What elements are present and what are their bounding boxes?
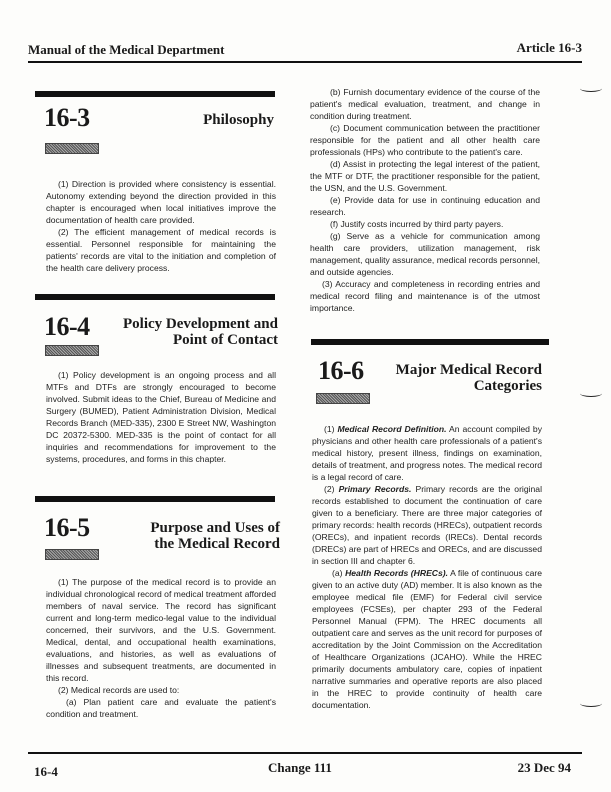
- paragraph: (3) Accuracy and completeness in recording entries and medical record filing and maintenance is of the utmost importance.: [310, 279, 540, 313]
- section-bar: [35, 294, 275, 300]
- paragraph: (g) Serve as a vehicle for communication among health care providers, utilization management, risk management, quality assurance, medical records personnel, and outside agencies.: [310, 231, 540, 277]
- section-number: 16-3: [44, 103, 90, 132]
- change-number: Change 111: [268, 760, 332, 775]
- paragraph: (2) The efficient management of medical records is essential. Personnel responsible for maintaining the patients' records are vital to the initiation and completion of the health care delivery process.: [46, 227, 276, 273]
- paragraph: (d) Assist in protecting the legal interest of the patient, the MTF or DTF, the practitioner responsible for the patient, the USN, and the U.S. Government.: [310, 159, 540, 193]
- section-marker: [45, 143, 99, 154]
- section-number: 16-5: [44, 513, 90, 542]
- paragraph: (a) Plan patient care and evaluate the patient's condition and treatment.: [46, 697, 276, 719]
- paragraph-text: A file of continuous care given to an active duty (AD) member. It is also known as the employee medical file (EMF) for Federal civil service employees (FCSEs), per chapter 293 of the Federal Personnel Manual (FPM). The HREC documents all outpatient care and serves as the unit record for purposes of accreditation by the Joint Commission on the Accreditation of Healthcare Organizations (JCAHO). While the HREC primarily documents ambulatory care, copies of inpatient narrative summaries and operative reports are also placed in the HREC to provide continuity of health care documentation.: [312, 568, 542, 710]
- footer-rule: [28, 752, 582, 754]
- section-title: Purpose and Uses of the Medical Record: [150, 520, 280, 552]
- header-rule: [28, 61, 582, 63]
- margin-mark: [580, 700, 602, 707]
- section-title: Major Medical Record Categories: [395, 362, 542, 394]
- paragraph: (2) Medical records are used to:: [58, 685, 180, 695]
- paragraph: (1) The purpose of the medical record is to provide an individual chronological record of medical treatment afforded members of naval service. The record has significant current and long-term medico-legal value to the individual concerned, their survivors, and the U.S. Government. Medical, dental, and occupational health examinations, evaluations, and histories, as well as evaluations of illnesses and subsequent treatments, are documented in this record.: [46, 577, 276, 683]
- section-16-5-continued-body: [310, 86, 540, 314]
- section-bar: [311, 339, 549, 345]
- paragraph-number: (2): [324, 484, 339, 494]
- running-header-title: Manual of the Medical Department: [28, 42, 225, 57]
- section-bar: [35, 496, 275, 502]
- section-title: Philosophy: [203, 112, 274, 128]
- section-number: 16-6: [318, 356, 364, 385]
- paragraph: (1) Policy development is an ongoing process and all MTFs and DTFs are strongly encouraged to become involved. Submit ideas to the Chief, Bureau of Medicine and Surgery (BUMED), Patient Administration Division, Medical Records Branch (MED-335), 2300 E Street NW, Washington DC 20372-5300. MED-335 is the point of contact for all inquiries and recommendations for improvement to the systems, procedures, and forms in this chapter.: [46, 370, 276, 464]
- paragraph: (1) Direction is provided where consistency is essential. Autonomy extending beyond the direction provided in this chapter is encouraged when local initiatives improve the documentation of health care provided.: [46, 179, 276, 225]
- paragraph-heading: Medical Record Definition.: [337, 424, 447, 434]
- paragraph: (e) Provide data for use in continuing education and research.: [310, 195, 540, 217]
- paragraph-heading: Primary Records.: [338, 484, 412, 494]
- section-bar: [35, 91, 275, 97]
- page-number: 16-4: [34, 764, 58, 779]
- section-16-6-body: [312, 423, 542, 711]
- paragraph: [312, 423, 542, 483]
- section-16-4-body: [46, 369, 276, 465]
- section-16-5-body: [46, 576, 276, 720]
- paragraph: (f) Justify costs incurred by third party payers.: [330, 219, 504, 229]
- section-title: Policy Development and Point of Contact: [123, 316, 278, 348]
- section-16-3-body: [46, 178, 276, 274]
- section-marker: [45, 549, 99, 560]
- paragraph: [312, 483, 542, 567]
- paragraph-heading: Health Records (HRECs).: [345, 568, 449, 578]
- paragraph: [312, 567, 542, 711]
- footer-date: 23 Dec 94: [517, 760, 571, 775]
- paragraph: (b) Furnish documentary evidence of the course of the patient's medical evaluation, treatment, and change in condition during treatment.: [310, 87, 540, 121]
- paragraph-text: Primary records are the original records established to document the continuation of care given to a beneficiary. There are three major categories of primary records: health records (HRECs), outpatient records (ORECs), and inpatient records (IRECs). Dental records (DRECs) are part of HRECs and ORECs, and are discussed in section III and chapter 6.: [312, 484, 543, 566]
- margin-mark: [580, 85, 602, 92]
- running-header-article: Article 16-3: [516, 40, 582, 55]
- section-marker: [316, 393, 370, 404]
- section-number: 16-4: [44, 312, 90, 341]
- paragraph: (c) Document communication between the practitioner responsible for the patient and all other health care professionals (HPs) who contribute to the patient's care.: [310, 123, 540, 157]
- margin-mark: [580, 390, 602, 397]
- section-marker: [45, 345, 99, 356]
- paragraph-text: An account compiled by physicians and other health care professionals of a patient's medical history, present illness, findings on examination, details of treatment, and progress notes. The medical record is a legal record of care.: [312, 424, 543, 482]
- paragraph-number: (a): [332, 568, 346, 578]
- paragraph-number: (1): [324, 424, 338, 434]
